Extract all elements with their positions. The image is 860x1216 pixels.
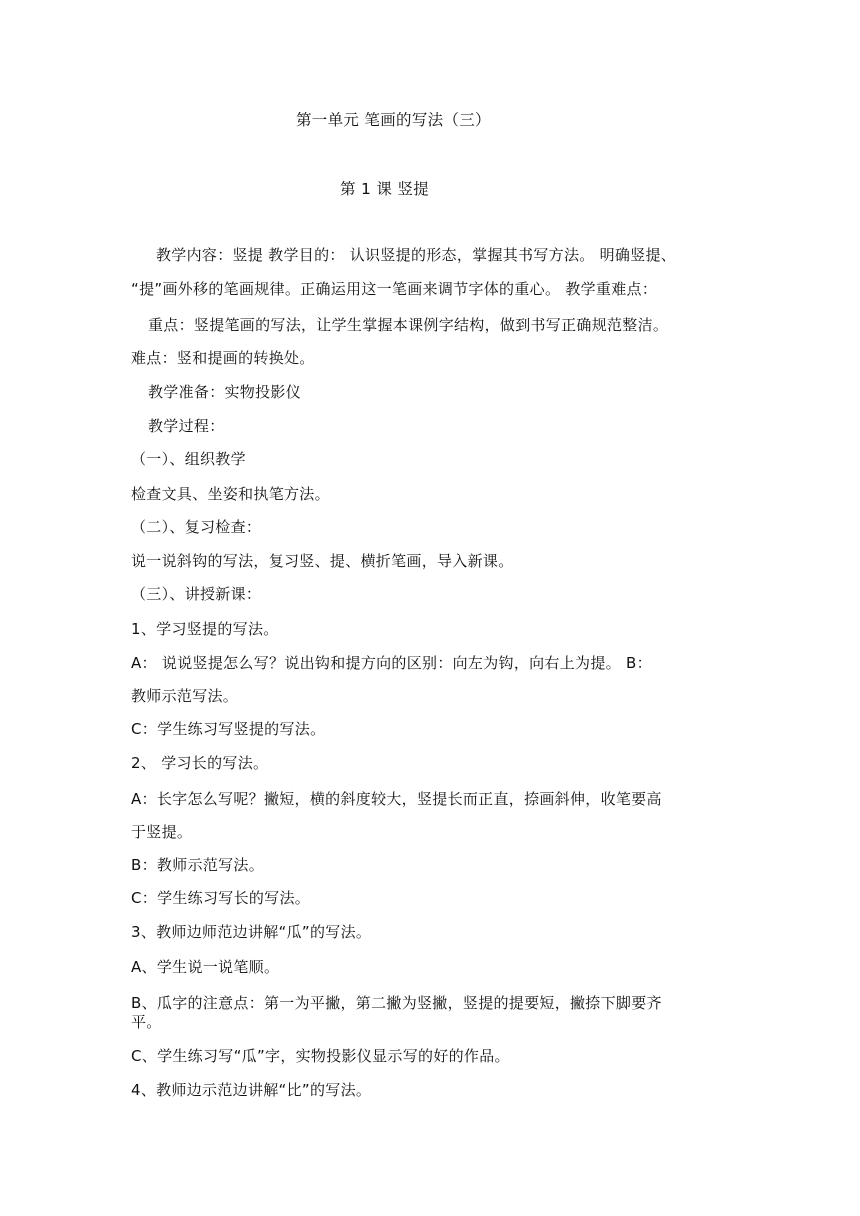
body-line: 2、 学习长的写法。 [131, 754, 269, 772]
section-heading: （三）、讲授新课： [131, 585, 262, 603]
lesson-title: 第 1 课 竖提 [340, 180, 430, 198]
body-line: “提”画外移的笔画规律。正确运用这一笔画来调节字体的重心。 教学重难点： [131, 280, 658, 298]
section-heading: （一）、组织教学 [131, 450, 246, 468]
body-line: 于竖提。 [131, 823, 193, 841]
body-line: 说一说斜钩的写法，复习竖、提、横折笔画，导入新课。 [131, 552, 514, 570]
body-line: B、瓜字的注意点：第一为平撇，第二撇为竖撇，竖提的提要短，撇捺下脚要齐 [131, 994, 662, 1012]
body-line: C、学生练习写“瓜”字，实物投影仪显示写的好的作品。 [131, 1047, 510, 1065]
body-line: C：学生练习写竖提的写法。 [131, 720, 326, 738]
body-line: 重点：竖提笔画的写法，让学生掌握本课例字结构，做到书写正确规范整洁。 [148, 316, 669, 334]
body-line: B：教师示范写法。 [131, 856, 264, 874]
body-line: 教师示范写法。 [131, 687, 239, 705]
body-line: 教学过程： [148, 417, 225, 435]
body-line: 3、教师边师范边讲解“瓜”的写法。 [131, 923, 372, 941]
body-line: A、学生说一说笔顺。 [131, 958, 280, 976]
body-line: 4、教师边示范边讲解“比”的写法。 [131, 1081, 372, 1099]
unit-title: 第一单元 笔画的写法（三） [296, 111, 491, 129]
section-heading: （二）、复习检查： [131, 518, 262, 536]
body-line: 教学内容：竖提 教学目的： 认识竖提的形态，掌握其书写方法。 明确竖提、 [156, 246, 677, 264]
body-line: 教学准备：实物投影仪 [148, 383, 302, 401]
body-line: 难点：竖和提画的转换处。 [131, 349, 315, 367]
body-line: A：长字怎么写呢？撇短，横的斜度较大，竖提长而正直，捺画斜伸，收笔要高 [131, 790, 662, 808]
body-line: 1、学习竖提的写法。 [131, 620, 279, 638]
body-line: C：学生练习写长的写法。 [131, 889, 311, 907]
body-line: A： 说说竖提怎么写？说出钩和提方向的区别：向左为钩，向右上为提。 B： [131, 654, 652, 672]
body-line: 检查文具、坐姿和执笔方法。 [131, 485, 330, 503]
body-line: 平。 [131, 1013, 162, 1031]
